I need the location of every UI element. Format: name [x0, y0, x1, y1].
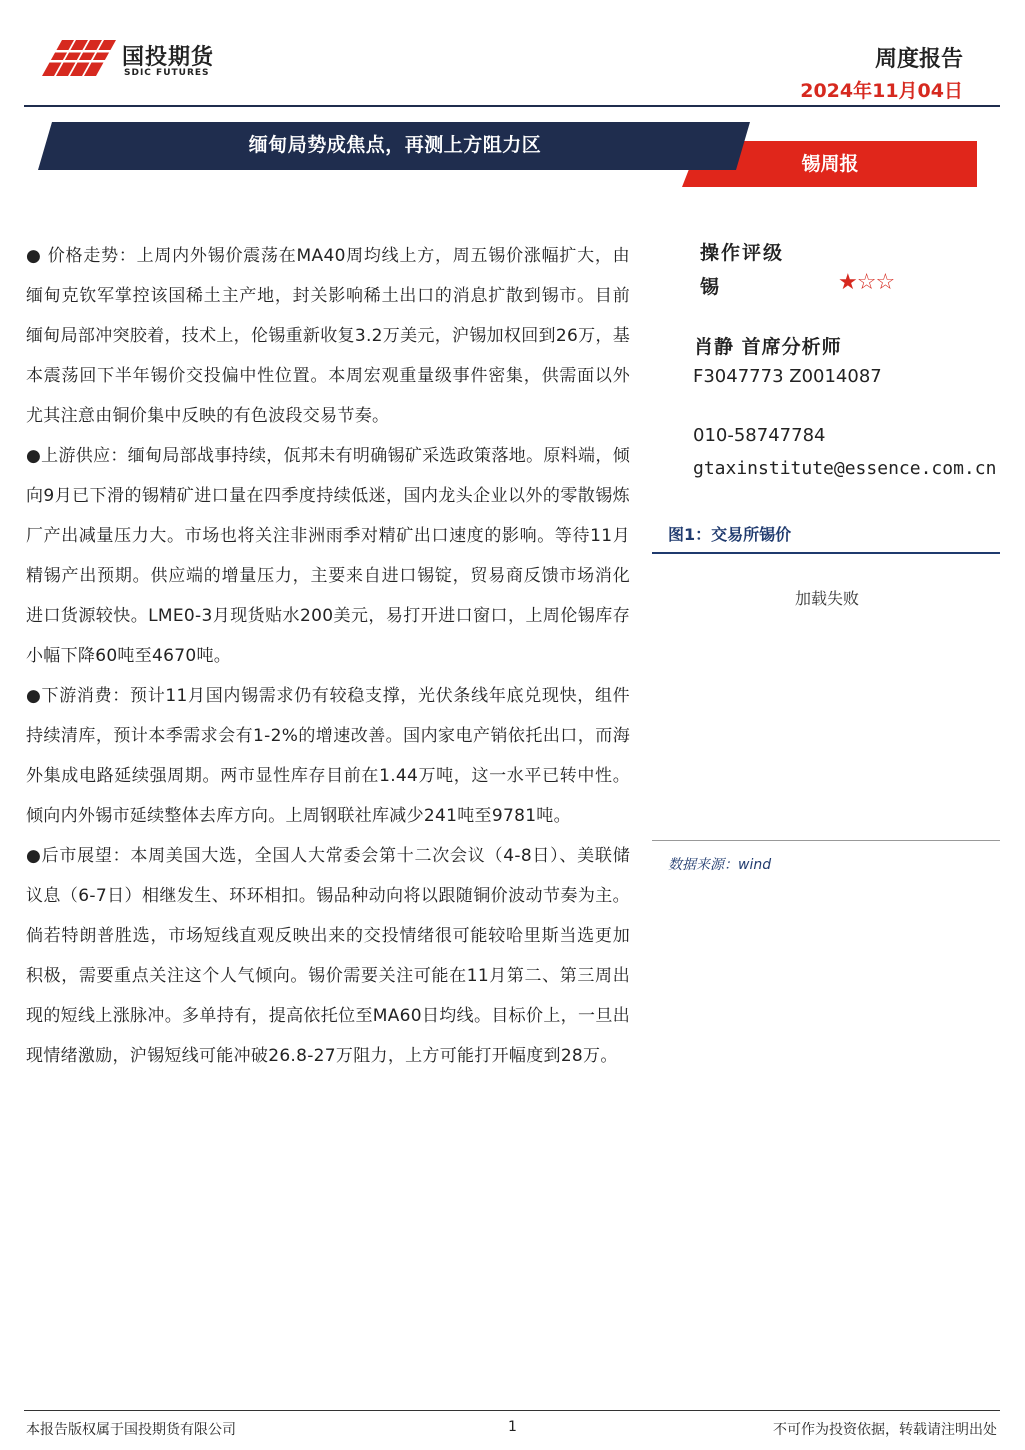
paragraph-downstream-demand [26, 676, 630, 836]
page-number: 1 [508, 1419, 517, 1435]
analyst-license-ids: F3047773 Z0014087 [693, 366, 882, 387]
figure-title: 图1：交易所锡价 [668, 525, 792, 544]
report-type: 周度报告 [874, 47, 963, 72]
footer-disclaimer: 不可作为投资依据，转载请注明出处 [773, 1422, 997, 1438]
bullet-icon: ● [26, 446, 42, 466]
analyst-phone: 010-58747784 [693, 425, 826, 446]
rating-title: 操作评级 [700, 242, 785, 264]
header-divider [24, 105, 1000, 107]
figure-source: 数据来源：wind [668, 857, 772, 873]
analyst-email[interactable]: gtaxinstitute@essence.com.cn [693, 458, 997, 479]
sdic-logo-icon [42, 38, 117, 78]
paragraph-text: 价格走势：上周内外锡价震荡在MA40周均线上方，周五锡价涨幅扩大，由缅甸克钦军掌控该国稀土主产地，封关影响稀土出口的消息扩散到锡市。目前缅甸局部冲突胶着，技术上，伦锡重新收复3.2万美元，沪锡加权回到26万，基本震荡回下半年锡价交投偏中性位置。本周宏观重量级事件密集，供需面以外尤其注意由铜价集中反映的有色波段交易节奏。 [26, 246, 630, 426]
bullet-icon: ● [26, 246, 42, 266]
rating-stars-icon: ★☆☆ [838, 270, 895, 295]
report-headline: 缅甸局势成焦点，再测上方阻力区 [248, 134, 542, 156]
bullet-icon: ● [26, 686, 42, 706]
figure-top-rule [652, 552, 1000, 554]
footer-copyright: 本报告版权属于国投期货有限公司 [26, 1422, 236, 1438]
figure-load-failed-placeholder: 加载失败 [794, 589, 859, 608]
paragraph-upstream-supply [26, 436, 630, 676]
footer-divider [24, 1410, 1000, 1411]
rating-metal: 锡 [700, 276, 720, 298]
paragraph-text: 下游消费：预计11月国内锡需求仍有较稳支撑，光伏条线年底兑现快，组件持续清库，预计本季需求会有1-2%的增速改善。国内家电产销依托出口，而海外集成电路延续强周期。两市显性库存目前在1.44万吨，这一水平已转中性。倾向内外锡市延续整体去库方向。上周钢联社库减少241吨至9781吨。 [26, 686, 630, 826]
paragraph-text: 后市展望：本周美国大选，全国人大常委会第十二次会议（4-8日）、美联储议息（6-7日）相继发生、环环相扣。锡品种动向将以跟随铜价波动节奏为主。倘若特朗普胜选，市场短线直观反映出来的交投情绪很可能较哈里斯当选更加积极，需要重点关注这个人气倾向。锡价需要关注可能在11月第二、第三周出现的短线上涨脉冲。多单持有，提高依托位至MA60日均线。目标价上，一旦出现情绪激励，沪锡短线可能冲破26.8-27万阻力，上方可能打开幅度到28万。 [26, 846, 630, 1066]
company-name: 国投期货 [122, 45, 215, 70]
bullet-icon: ● [26, 846, 42, 866]
analyst-name: 肖静 首席分析师 [694, 336, 842, 358]
report-tag: 锡周报 [801, 153, 859, 175]
figure-bottom-rule [652, 840, 1000, 841]
report-date: 2024年11月04日 [800, 80, 963, 102]
paragraph-outlook [26, 836, 630, 1076]
paragraph-price-trend [26, 236, 630, 436]
company-name-en: SDIC FUTURES [124, 68, 210, 78]
main-content [26, 236, 630, 1076]
paragraph-text: 上游供应：缅甸局部战事持续，佤邦未有明确锡矿采选政策落地。原料端，倾向9月已下滑的锡精矿进口量在四季度持续低迷，国内龙头企业以外的零散锡炼厂产出减量压力大。市场也将关注非洲雨季对精矿出口速度的影响。等待11月精锡产出预期。供应端的增量压力，主要来自进口锡锭，贸易商反馈市场消化进口货源较快。LME0-3月现货贴水200美元，易打开进口窗口，上周伦锡库存小幅下降60吨至4670吨。 [26, 446, 630, 666]
